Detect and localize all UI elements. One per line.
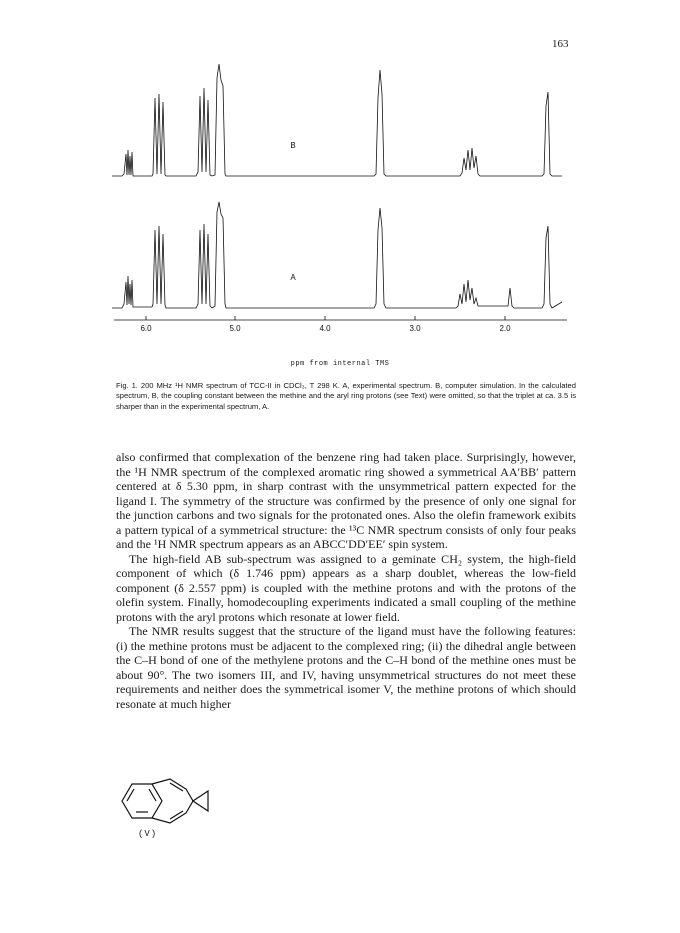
trace-label-a: A xyxy=(290,273,296,282)
tick-label-5: 5.0 xyxy=(229,324,241,333)
chemical-structure-v xyxy=(118,775,228,827)
structure-label: (V) xyxy=(138,829,158,839)
nmr-spectrum-figure xyxy=(112,58,582,358)
paragraph: The high-field AB sub-spectrum was assigned to a geminate CH₂ system, the high-field component of which (δ 1.746 ppm) appears as a sharp doublet, whereas the low-field component (δ 2.557 ppm) is coupled with the methine protons and with the protons of the olefin system. Finally, homodecoupling experiments indicated a small coupling of the methine protons with the aryl protons which resonate at lower field. xyxy=(116,551,576,624)
tick-label-6: 6.0 xyxy=(140,324,152,333)
figure-caption: Fig. 1. 200 MHz ¹H NMR spectrum of TCC-II in CDCl₃, T 298 K. A, experimental spectrum. B, computer simulation. In the calculated spectrum, B, the coupling constant between the methine and the aryl ring protons (see Text) were omitted, so that the triplet at ca. 3.5 is sharper than in the experimental spectrum, A. xyxy=(116,381,576,411)
trace-b xyxy=(112,64,562,176)
paragraph: The NMR results suggest that the structure of the ligand must have the following features: (i) the methine protons must be adjacent to the complexed ring; (ii) the dihedral angle between the C–H bond of one of the methylene protons and the C–H bond of the methine ones must be about 90°. The two isomers III, and IV, having unsymmetrical structures do not meet these requirements and neither does the symmetrical isomer V, the methine protons of which should resonate at much higher xyxy=(116,624,576,711)
trace-label-b: B xyxy=(290,141,296,150)
axis-title: ppm from internal TMS xyxy=(290,360,390,368)
tick-label-2: 2.0 xyxy=(499,324,511,333)
tick-label-4: 4.0 xyxy=(319,324,331,333)
trace-a xyxy=(112,202,562,308)
page-number: 163 xyxy=(552,38,569,50)
paragraph: also confirmed that complexation of the benzene ring had taken place. Surprisingly, however, the ¹H NMR spectrum of the complexed aromatic ring showed a symmetrical AA′BB′ pattern centered at δ 5.30 ppm, in sharp contrast with the unsymmetrical pattern expected for the ligand I. The symmetry of the structure was confirmed by the presence of only one signal for the junction carbons and two signals for the protonated ones. Also the olefin framework exibits a pattern typical of a symmetrical structure: the ¹³C NMR spectrum consists of only four peaks and the ¹H NMR spectrum appears as an ABCC′DD′EE′ spin system. xyxy=(116,450,576,551)
body-text xyxy=(116,450,576,711)
tick-label-3: 3.0 xyxy=(409,324,421,333)
